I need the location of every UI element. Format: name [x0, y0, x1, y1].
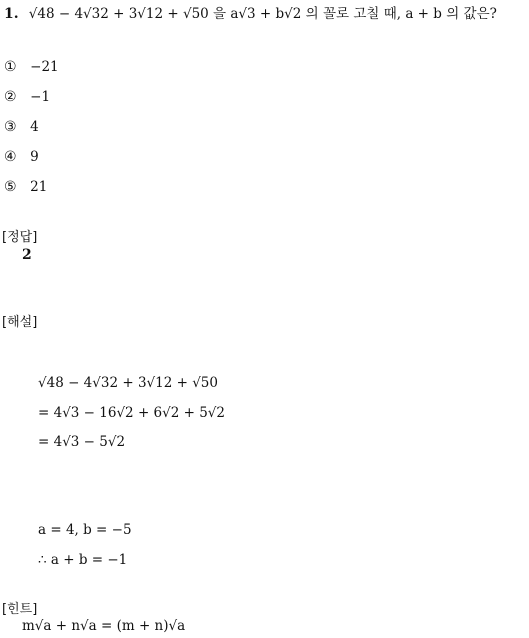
choice-item[interactable] [4, 149, 39, 165]
solution-line: ∴ a + b = −1 [38, 552, 128, 568]
choice-item[interactable] [4, 89, 50, 105]
choice-item[interactable] [4, 179, 47, 195]
choice-mark: ③ [4, 119, 17, 135]
question-text: √48 − 4√32 + 3√12 + √50 을 a√3 + b√2 의 꼴로 고칠 때, a + b 의 값은? [28, 6, 497, 22]
question-number: 1. [4, 6, 19, 22]
solution-line: = 4√3 − 16√2 + 6√2 + 5√2 [38, 405, 225, 421]
answer-value: 2 [22, 247, 32, 263]
choice-mark: ① [4, 59, 17, 75]
choice-mark: ④ [4, 149, 17, 165]
solution-line: a = 4, b = −5 [38, 522, 132, 538]
choice-mark: ⑤ [4, 179, 17, 195]
choice-value: −21 [30, 59, 59, 75]
solution-label: [해설] [2, 315, 38, 330]
choice-value: 9 [30, 149, 39, 165]
choice-item[interactable] [4, 119, 39, 135]
choice-value: 21 [30, 179, 48, 195]
solution-line: √48 − 4√32 + 3√12 + √50 [38, 375, 218, 391]
hint-label: [힌트] [2, 602, 38, 617]
solution-line: = 4√3 − 5√2 [38, 434, 126, 450]
answer-label: [정답] [2, 230, 38, 245]
choice-mark: ② [4, 89, 17, 105]
choice-value: −1 [30, 89, 51, 105]
hint-formula: m√a + n√a = (m + n)√a [22, 618, 186, 634]
question [4, 2, 497, 22]
choice-item[interactable] [4, 59, 59, 75]
choice-value: 4 [30, 119, 39, 135]
